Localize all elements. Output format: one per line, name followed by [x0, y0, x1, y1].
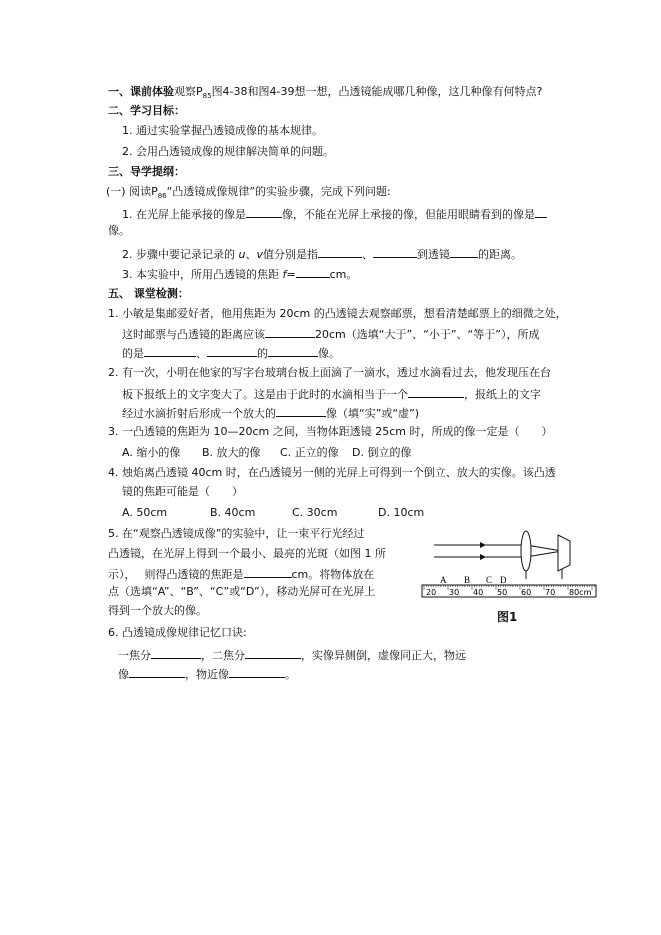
ruler-tick-label: 20 [426, 588, 437, 597]
check-question-2-line2: 板下报纸上的文字变大了。这是由于此时的水滴相当于一个 ，报纸上的文字 [122, 388, 541, 401]
answer-blank[interactable] [129, 666, 185, 678]
point-label-d: D [500, 575, 507, 585]
answer-blank[interactable] [408, 386, 464, 398]
section-heading-pre-class: 一、课前体验 [108, 85, 174, 98]
outline-question-1: 1. 在光屏上能承接的像是 像，不能在光屏上承接的像，但能用眼睛看到的像是 [122, 206, 547, 222]
check-question-5-line3: 示）， 则得凸透镜的焦距是 cm。将物体放在 [108, 568, 375, 581]
outline-part-line: (一) 阅读$P_{86}“$凸透镜成像规律”的实验步骤，完成下列问题: [106, 185, 391, 201]
check-question-6-line2: 一焦分 ，二焦分 ，实像异侧倒，虚像同正大，物远 [118, 649, 466, 662]
answer-blank[interactable] [245, 647, 301, 659]
answer-blank[interactable] [207, 345, 257, 357]
answer-blank[interactable] [296, 266, 330, 278]
answer-blank[interactable] [229, 666, 285, 678]
answer-blank[interactable] [151, 647, 201, 659]
option-c[interactable]: C. 30cm [292, 506, 338, 519]
outline-question-2: 2. 步骤中要记录记录的 u、v值分别是指 、 到透镜 的距离。 [122, 248, 522, 261]
check-question-3: 3. 一凸透镜的焦距为 10—20cm 之间，当物体距透镜 25cm 时，所成的像一定是（ ） [108, 425, 553, 438]
point-label-a: A [440, 575, 447, 585]
check-question-2-line3: 经过水滴折射后形成一个放大的 像（填“实”或“虚”) [122, 407, 420, 420]
check-question-1: 1. 小敏是集邮爱好者，他用焦距为 20cm 的凸透镜去观察邮票，想看清楚邮票上的细微之处， [108, 307, 567, 320]
pre-class-line: 一、课前体验观察$P_{85}$图4-38和图4-39想一想，凸透镜能成哪几种像，这几种像有何特点? [108, 85, 543, 101]
arrow-icon [480, 542, 486, 548]
answer-blank[interactable] [244, 566, 292, 578]
check-question-6: 6. 凸透镜成像规律记忆口诀: [108, 626, 247, 639]
option-c[interactable]: C. 正立的像 [280, 446, 339, 459]
section-heading-check: 五、 课堂检测： [108, 287, 189, 300]
ruler-tick-label: 80cm [569, 588, 592, 597]
answer-blank[interactable] [373, 246, 417, 258]
check-question-5: 5. 在“观察凸透镜成像”的实验中，让一束平行光经过 [108, 527, 365, 540]
screen-icon [558, 535, 570, 571]
point-label-c: C [486, 575, 493, 585]
ruler-tick-label: 70 [545, 588, 556, 597]
answer-blank[interactable] [318, 246, 362, 258]
answer-blank[interactable] [144, 345, 196, 357]
check-question-6-line3: 像 ，物近像 。 [118, 668, 296, 681]
check-question-4: 4. 烛焰离凸透镜 40cm 时，在凸透镜另一侧的光屏上可得到一个倒立、放大的实像。该凸透 [108, 466, 556, 479]
option-d[interactable]: D. 倒立的像 [352, 446, 412, 459]
answer-blank[interactable] [268, 345, 318, 357]
goal-item: 2. 会用凸透镜成像的规律解决简单的问题。 [122, 145, 334, 158]
convex-lens-icon [521, 531, 531, 571]
option-d[interactable]: D. 10cm [378, 506, 425, 519]
point-label-b: B [464, 575, 471, 585]
arrow-icon [480, 554, 486, 560]
section-heading-goals: 二、学习目标： [108, 104, 185, 117]
outline-question-3: 3. 本实验中，所用凸透镜的焦距 f= cm。 [122, 268, 358, 281]
answer-blank[interactable] [450, 246, 478, 258]
goal-item: 1. 通过实验掌握凸透镜成像的基本规律。 [122, 124, 323, 137]
figure-caption: 图1 [497, 610, 518, 624]
option-a[interactable]: A. 50cm [122, 506, 168, 519]
section-heading-outline: 三、导学提纲： [108, 165, 185, 178]
check-question-5-line4: 点（选填“A”、“B”、“C”或“D”），移动光屏可在光屏上 [108, 585, 376, 598]
answer-blank[interactable] [535, 206, 547, 218]
check-question-4-options [122, 506, 438, 520]
check-question-4-line2: 镜的焦距可能是（ ） [122, 485, 243, 498]
check-question-3-options [122, 446, 432, 460]
option-b[interactable]: B. 放大的像 [202, 446, 261, 459]
ruler-tick-label: 60 [521, 588, 532, 597]
check-question-2: 2. 有一次，小明在他家的写字台玻璃台板上面滴了一滴水，透过水滴看过去，他发现压在台 [108, 366, 551, 379]
outline-question-1-cont: 像。 [108, 224, 130, 237]
answer-blank[interactable] [265, 326, 315, 338]
check-question-5-line5: 得到一个放大的像。 [108, 604, 207, 617]
check-question-1-line3: 的是 、 的 像。 [122, 347, 340, 360]
check-question-1-line2: 这时邮票与凸透镜的距离应该 20cm（选填“大于”、“小于”、“等于”），所成 [122, 328, 540, 341]
option-a[interactable]: A. 缩小的像 [122, 446, 181, 459]
answer-blank[interactable] [246, 206, 282, 218]
option-b[interactable]: B. 40cm [210, 506, 256, 519]
ruler-tick-label: 30 [449, 588, 460, 597]
answer-blank[interactable] [276, 405, 326, 417]
check-question-5-line2: 凸透镜，在光屏上得到一个最小、最亮的光斑（如图 1 所 [108, 547, 386, 560]
ruler-tick-label: 50 [497, 588, 508, 597]
ruler-tick-label: 40 [473, 588, 484, 597]
